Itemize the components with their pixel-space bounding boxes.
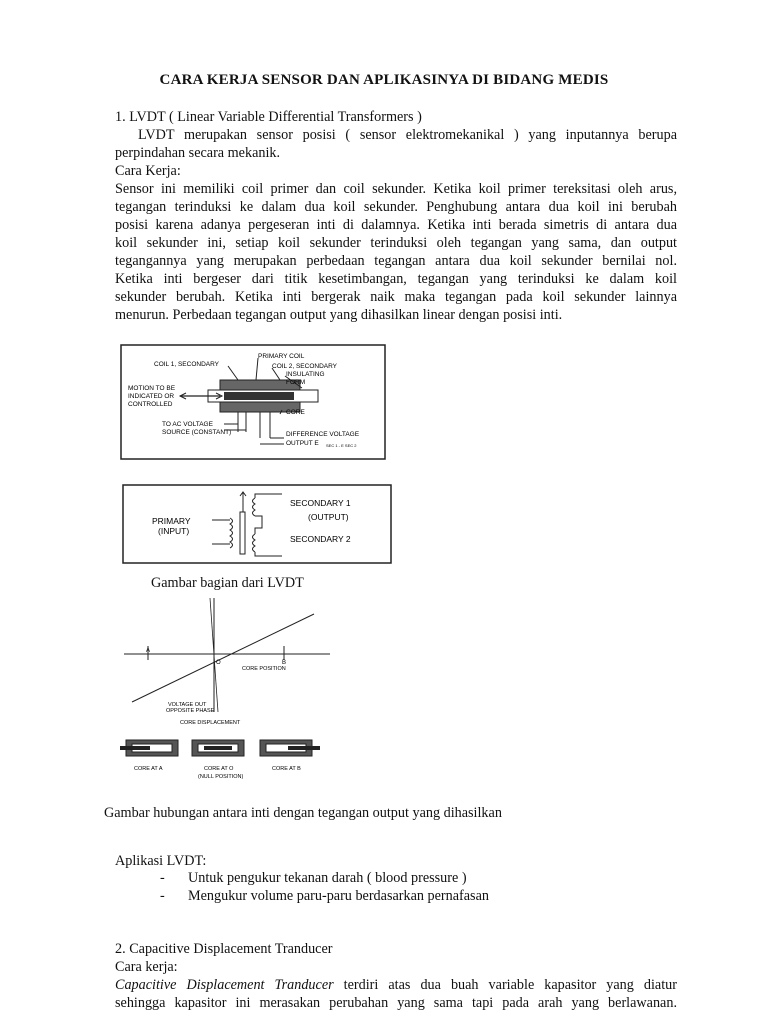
- label-diff-1: DIFFERENCE VOLTAGE: [286, 431, 360, 438]
- section1-heading: 1. LVDT ( Linear Variable Differential Transformers ): [115, 109, 422, 125]
- core-at-o-drawing: [192, 740, 244, 756]
- aplikasi-heading: Aplikasi LVDT:: [115, 853, 207, 869]
- list-item-text: Untuk pengukur tekanan darah ( blood pressure ): [188, 870, 467, 886]
- body-line: sekunder berubah. Ketika inti bergerak naik maka tegangan pada koil sekunder lainnya: [115, 289, 677, 305]
- label-core-position: CORE POSITION: [242, 666, 286, 672]
- section2-line2: sehingga kapasitor ini merasakan perubahan yang sama tapi pada arah yang berlawanan.: [115, 995, 677, 1011]
- lvdt-construction-figure: [120, 344, 386, 460]
- label-a: A: [146, 648, 151, 654]
- lvdt-schematic-figure: [122, 484, 392, 568]
- label-b: B: [282, 660, 287, 666]
- label-output: (OUTPUT): [308, 512, 349, 522]
- body-line: tegangan terinduksi ke dalam dua koil sekunder. Penghubung antara dua koil ini berubah: [115, 199, 677, 215]
- body-line: tegangannya yang merupakan perbedaan tegangan antara dua koil sekunder bernilai nol.: [115, 253, 677, 269]
- figure-caption-1: Gambar bagian dari LVDT: [151, 575, 304, 591]
- section2-line1-rest: terdiri atas dua buah variable kapasitor yang diatur: [333, 977, 677, 993]
- section1-cara-kerja: Cara Kerja:: [115, 163, 181, 179]
- label-input: (INPUT): [158, 526, 190, 536]
- body-line: Sensor ini memiliki coil primer dan coil sekunder. Ketika koil primer tereksitasi oleh arus,: [115, 181, 677, 197]
- label-ac-2: SOURCE (CONSTANT): [162, 429, 232, 436]
- label-diff-sub: SEC 1 - E SEC 2: [326, 443, 357, 448]
- label-form: FORM: [286, 379, 306, 386]
- section1-intro-line1: LVDT merupakan sensor posisi ( sensor elektromekanikal ) yang inputannya berupa: [138, 127, 677, 143]
- section2-cara-kerja: Cara kerja:: [115, 959, 178, 975]
- body-line: posisi karena adanya pergeseran inti di dalamnya. Ketika inti berada simetris di antara dua: [115, 217, 677, 233]
- page-title: CARA KERJA SENSOR DAN APLIKASINYA DI BIDANG MEDIS: [159, 72, 609, 88]
- label-motion-1: MOTION TO BE: [128, 385, 176, 392]
- label-secondary1: SECONDARY 1: [290, 498, 351, 508]
- core-at-a-drawing: [120, 740, 178, 756]
- label-core-displacement: CORE DISPLACEMENT: [180, 720, 241, 726]
- label-motion-2: INDICATED OR: [128, 393, 175, 400]
- section2-line1: [115, 977, 677, 995]
- body-line: menurun. Perbedaan tegangan output yang dihasilkan linear dengan posisi inti.: [115, 307, 563, 323]
- label-core-at-a: CORE AT A: [134, 766, 163, 772]
- body-line: koil sekunder ini, setiap koil sekunder terinduksi oleh tegangan yang sama, dan output: [115, 235, 677, 251]
- section2-heading: 2. Capacitive Displacement Tranducer: [115, 941, 333, 957]
- list-item: - Untuk pengukur tekanan darah ( blood pressure ): [160, 870, 467, 886]
- label-coil1: COIL 1, SECONDARY: [154, 361, 220, 368]
- list-item-text: Mengukur volume paru-paru berdasarkan pernafasan: [188, 888, 489, 904]
- label-diff-2: OUTPUT E: [286, 440, 319, 447]
- core-at-b-drawing: [260, 740, 320, 756]
- label-voltage-out-1: VOLTAGE OUT: [168, 702, 207, 708]
- label-motion-3: CONTROLLED: [128, 401, 173, 408]
- label-core: CORE: [286, 409, 305, 416]
- label-primary: PRIMARY: [152, 516, 191, 526]
- label-null-position: (NULL POSITION): [198, 774, 244, 780]
- label-insulating: INSULATING: [286, 371, 325, 378]
- section1-intro-line2: perpindahan secara mekanik.: [115, 145, 281, 161]
- label-ac-1: TO AC VOLTAGE: [162, 421, 213, 428]
- label-core-at-b: CORE AT B: [272, 766, 301, 772]
- label-core-at-o: CORE AT O: [204, 766, 234, 772]
- core-position-voltage-figure: [118, 594, 340, 790]
- label-secondary2: SECONDARY 2: [290, 534, 351, 544]
- label-coil2: COIL 2, SECONDARY: [272, 363, 338, 370]
- section2-term: Capacitive Displacement Tranducer: [115, 977, 334, 993]
- figure-caption-2: Gambar hubungan antara inti dengan tegangan output yang dihasilkan: [104, 805, 502, 821]
- body-line: Ketika inti bergeser dari titik kesetimbangan, tegangan yang terinduksi ke dalam koil: [115, 271, 677, 287]
- list-item: - Mengukur volume paru-paru berdasarkan pernafasan: [160, 888, 489, 904]
- label-o: O: [216, 660, 221, 666]
- label-voltage-out-2: OPPOSITE PHASE: [166, 708, 215, 714]
- label-primary-coil: PRIMARY COIL: [258, 353, 305, 360]
